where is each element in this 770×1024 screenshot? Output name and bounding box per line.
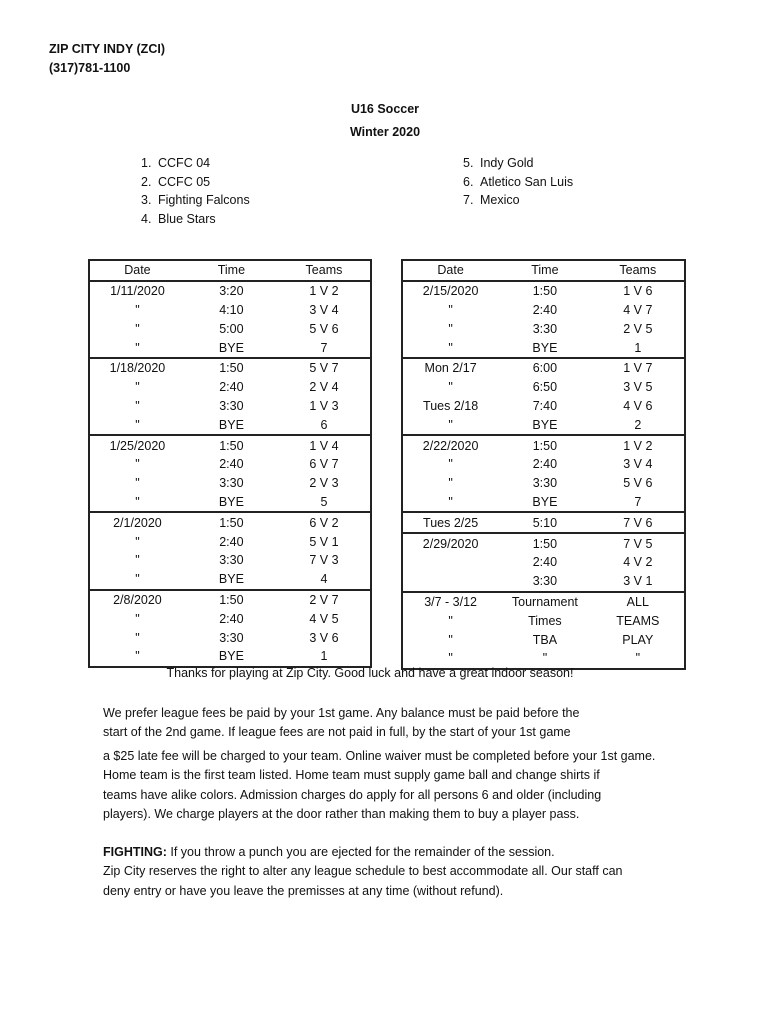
teams-cell: 7 (278, 338, 371, 358)
teams-cell: 7 V 3 (309, 553, 339, 568)
teams-cell: 3 V 4 (623, 457, 653, 472)
time-cell: Tournament (511, 594, 578, 609)
table-row (402, 592, 685, 612)
table-row (89, 628, 371, 647)
date-cell: " (135, 321, 140, 336)
fighting-label: FIGHTING: (103, 845, 167, 859)
teams-cell: 5 V 7 (309, 361, 339, 376)
col-time-header: Time (498, 260, 591, 281)
teams-cell: 1 (320, 649, 328, 664)
table-row (89, 319, 371, 338)
teams-cell: 1 V 4 (309, 438, 339, 453)
teams-cell: 4 V 2 (623, 555, 653, 570)
table-row (89, 512, 371, 532)
date-cell: Tues 2/18 (423, 398, 479, 413)
time-cell: 5:00 (219, 321, 244, 336)
table-row (89, 474, 371, 493)
table-row (89, 493, 371, 513)
table-row (402, 301, 685, 320)
col-time-header: Time (185, 260, 278, 281)
team-number: 7. (463, 193, 474, 208)
table-row (402, 493, 685, 513)
date-cell: 1/11/2020 (110, 284, 165, 299)
time-cell: 1:50 (219, 515, 244, 530)
date-cell: " (135, 457, 140, 472)
thanks-message: Thanks for playing at Zip City. Good luck and have a great indoor season! (166, 666, 574, 680)
table-row (402, 455, 685, 474)
teams-cell: 5 V 6 (623, 476, 653, 491)
table-row (402, 572, 685, 592)
table-row (402, 474, 685, 493)
date-cell: " (448, 457, 453, 472)
table-row (89, 455, 371, 474)
teams-cell: 2 V 3 (309, 476, 339, 491)
table-row (89, 378, 371, 397)
teams-cell: 7 (592, 493, 685, 513)
table-row (89, 551, 371, 570)
time-cell: 3:30 (219, 553, 244, 568)
teams-cell: 1 V 2 (623, 438, 653, 453)
date-cell: " (135, 611, 140, 626)
time-cell: 3:30 (532, 321, 558, 336)
team-list-item (463, 173, 573, 192)
table-row (402, 338, 685, 358)
reserve-line: deny entry or have you leave the premisses at any time (without refund). (103, 883, 504, 898)
time-cell: 2:40 (532, 302, 558, 317)
teams-cell: 2 V 7 (309, 592, 339, 607)
fees-line: a $25 late fee will be charged to your team. Online waiver must be completed before your 1st game. (103, 749, 656, 763)
time-cell: 4:10 (219, 302, 244, 317)
time-cell: 3:30 (498, 572, 591, 592)
date-cell: " (89, 338, 185, 358)
schedule-table-right (401, 259, 686, 670)
table-row (89, 338, 371, 358)
teams-cell: 6 V 2 (309, 515, 339, 530)
time-cell: 2:40 (219, 380, 244, 395)
teams-cell: TEAMS (616, 613, 660, 628)
team-list-item (141, 154, 250, 173)
table-row (402, 281, 685, 301)
table-header-row (402, 260, 685, 281)
time-cell: 1:50 (532, 284, 558, 299)
date-cell: " (135, 649, 140, 664)
time-cell: BYE (498, 493, 591, 513)
table-row (402, 533, 685, 553)
teams-cell: ALL (626, 594, 649, 609)
teams-cell: 7 V 5 (623, 536, 653, 551)
fees-paragraph (103, 704, 579, 743)
teams-cell: 4 V 6 (623, 398, 653, 413)
org-phone: (317)781-1100 (49, 61, 131, 75)
org-name: ZIP CITY INDY (ZCI) (49, 42, 165, 56)
table-row (402, 415, 685, 435)
table-row (89, 435, 371, 455)
teams-cell: 5 V 1 (309, 534, 339, 549)
teams-cell: " (635, 651, 641, 666)
time-cell: 3:30 (532, 476, 558, 491)
teams-cell: 3 V 6 (309, 630, 339, 645)
team-name: Blue Stars (158, 212, 216, 227)
time-cell: BYE (218, 649, 244, 664)
col-date-header: Date (89, 260, 185, 281)
team-number: 4. (141, 212, 152, 227)
time-cell: " (542, 651, 548, 666)
table-row (89, 281, 371, 301)
time-cell: BYE (185, 415, 278, 435)
time-cell: 1:50 (219, 592, 244, 607)
time-cell: BYE (185, 570, 278, 590)
teams-cell: 6 V 7 (309, 457, 339, 472)
date-cell: " (448, 380, 453, 395)
date-cell: " (135, 553, 140, 568)
date-cell: " (135, 534, 140, 549)
date-cell: " (448, 321, 453, 336)
teams-cell: 5 V 6 (309, 321, 339, 336)
date-cell: 2/8/2020 (113, 592, 162, 607)
time-cell: 1:50 (532, 536, 558, 551)
time-cell: 1:50 (219, 361, 244, 376)
table-row (402, 630, 685, 649)
team-name: Mexico (480, 193, 520, 208)
date-cell (402, 572, 498, 592)
table-row (89, 301, 371, 320)
table-row (89, 397, 371, 416)
team-name: Atletico San Luis (480, 174, 574, 189)
team-list-item (141, 210, 250, 229)
reserve-line: Zip City reserves the right to alter any league schedule to best accommodate all. Our staff can (103, 864, 623, 879)
table-row (402, 611, 685, 630)
table-row (402, 358, 685, 378)
table-header-row (89, 260, 371, 281)
time-cell: 3:20 (219, 284, 244, 299)
time-cell: 2:40 (219, 457, 244, 472)
teams-cell: 3 V 4 (309, 302, 339, 317)
time-cell: 2:40 (532, 457, 558, 472)
time-cell: 2:40 (219, 611, 244, 626)
teams-cell: PLAY (622, 632, 654, 647)
table-row (402, 435, 685, 455)
teams-cell: 2 V 4 (309, 380, 339, 395)
teams-cell: 6 (278, 415, 371, 435)
home-line: players). We charge players at the door rather than making them to buy a player pass. (103, 807, 580, 822)
date-cell: " (402, 338, 498, 358)
date-cell: " (448, 302, 453, 317)
time-cell: 1:50 (219, 438, 244, 453)
table-row (402, 397, 685, 416)
table-row (89, 415, 371, 435)
date-cell: " (448, 613, 453, 628)
date-cell: 1/18/2020 (109, 361, 166, 376)
date-cell: " (448, 476, 453, 491)
time-cell: BYE (498, 415, 591, 435)
teams-cell: 1 V 2 (309, 284, 339, 299)
team-list-right (463, 154, 573, 210)
teams-cell: 5 (278, 493, 371, 513)
table-row (89, 570, 371, 590)
page-title (0, 98, 770, 144)
team-number: 1. (141, 156, 152, 170)
time-cell: 5:10 (498, 512, 591, 533)
time-cell: 3:30 (219, 630, 244, 645)
table-row (89, 609, 371, 628)
time-cell: BYE (498, 338, 591, 358)
fees-line: We prefer league fees be paid by your 1st game. Any balance must be paid before the (103, 706, 580, 720)
team-name: CCFC 04 (158, 156, 211, 170)
team-list-item (141, 191, 250, 210)
team-list-item (463, 154, 573, 173)
teams-cell: 4 V 7 (623, 302, 653, 317)
schedule-table-left (88, 259, 372, 668)
org-header (49, 40, 165, 78)
rules-paragraph (103, 747, 655, 825)
teams-cell: 1 V 6 (623, 284, 653, 299)
team-number: 5. (463, 156, 474, 170)
time-cell: BYE (185, 493, 278, 513)
teams-cell: 4 (278, 570, 371, 590)
col-teams-header: Teams (278, 260, 371, 281)
time-cell: 1:50 (532, 438, 558, 453)
table-row (89, 647, 371, 667)
date-cell: Tues 2/25 (402, 512, 498, 533)
team-name: Indy Gold (480, 156, 534, 170)
date-cell: 2/1/2020 (113, 515, 162, 530)
table-row (89, 590, 371, 610)
date-cell: " (135, 398, 140, 413)
time-cell: Times (528, 613, 562, 628)
date-cell: " (135, 380, 140, 395)
table-row (402, 512, 685, 533)
time-cell: 7:40 (532, 398, 558, 413)
date-cell: 3/7 - 3/12 (424, 594, 478, 609)
date-cell: " (135, 302, 140, 317)
table-row (89, 358, 371, 378)
team-name: Fighting Falcons (158, 193, 250, 208)
date-cell: " (402, 493, 498, 513)
team-list-item (463, 191, 573, 210)
date-cell: " (448, 632, 453, 647)
season-title: Winter 2020 (349, 125, 421, 139)
time-cell: 3:30 (219, 476, 244, 491)
team-number: 6. (463, 174, 474, 189)
table-row (402, 378, 685, 397)
date-cell: " (89, 570, 185, 590)
teams-cell: 1 (592, 338, 685, 358)
col-teams-header: Teams (592, 260, 685, 281)
time-cell: BYE (185, 338, 278, 358)
fighting-text: If you throw a punch you are ejected for the remainder of the session. (166, 845, 555, 859)
teams-cell: 2 V 5 (623, 321, 653, 336)
home-line: Home team is the first team listed. Home team must supply game ball and change shirts if (103, 768, 600, 783)
time-cell: TBA (532, 632, 558, 647)
teams-cell: 7 V 6 (592, 512, 685, 533)
fighting-paragraph (103, 843, 622, 901)
time-cell: 6:00 (532, 361, 558, 376)
table-row (402, 553, 685, 572)
date-cell: 2/29/2020 (422, 536, 479, 551)
date-cell: Mon 2/17 (424, 361, 477, 376)
teams-cell: 1 V 3 (309, 398, 339, 413)
date-cell: 2/15/2020 (422, 284, 479, 299)
teams-cell: 1 V 7 (623, 361, 653, 376)
fees-line: start of the 2nd game. If league fees are not paid in full, by the start of your 1st game (103, 725, 571, 740)
team-list-item (141, 173, 250, 192)
table-row (402, 319, 685, 338)
teams-cell: 2 (592, 415, 685, 435)
date-cell: 1/25/2020 (109, 438, 166, 453)
team-number: 2. (141, 174, 152, 189)
time-cell: 2:40 (532, 555, 558, 570)
date-cell: " (89, 493, 185, 513)
date-cell: " (135, 476, 140, 491)
teams-cell: 3 V 1 (592, 572, 685, 592)
team-name: CCFC 05 (158, 174, 211, 189)
fighting-line (103, 843, 622, 862)
date-cell: " (402, 415, 498, 435)
home-line: teams have alike colors. Admission charges do apply for all persons 6 and older (including (103, 787, 602, 802)
time-cell: 6:50 (532, 380, 558, 395)
table-row (89, 532, 371, 551)
team-number: 3. (141, 193, 152, 208)
date-cell: " (448, 651, 453, 666)
teams-cell: 3 V 5 (623, 380, 653, 395)
date-cell (402, 553, 498, 572)
date-cell: 2/22/2020 (422, 438, 479, 453)
date-cell: " (89, 415, 185, 435)
time-cell: 3:30 (219, 398, 244, 413)
league-title: U16 Soccer (350, 102, 420, 116)
date-cell: " (135, 630, 140, 645)
teams-cell: 4 V 5 (309, 611, 339, 626)
col-date-header: Date (402, 260, 498, 281)
time-cell: 2:40 (219, 534, 244, 549)
team-list-left (141, 154, 250, 229)
